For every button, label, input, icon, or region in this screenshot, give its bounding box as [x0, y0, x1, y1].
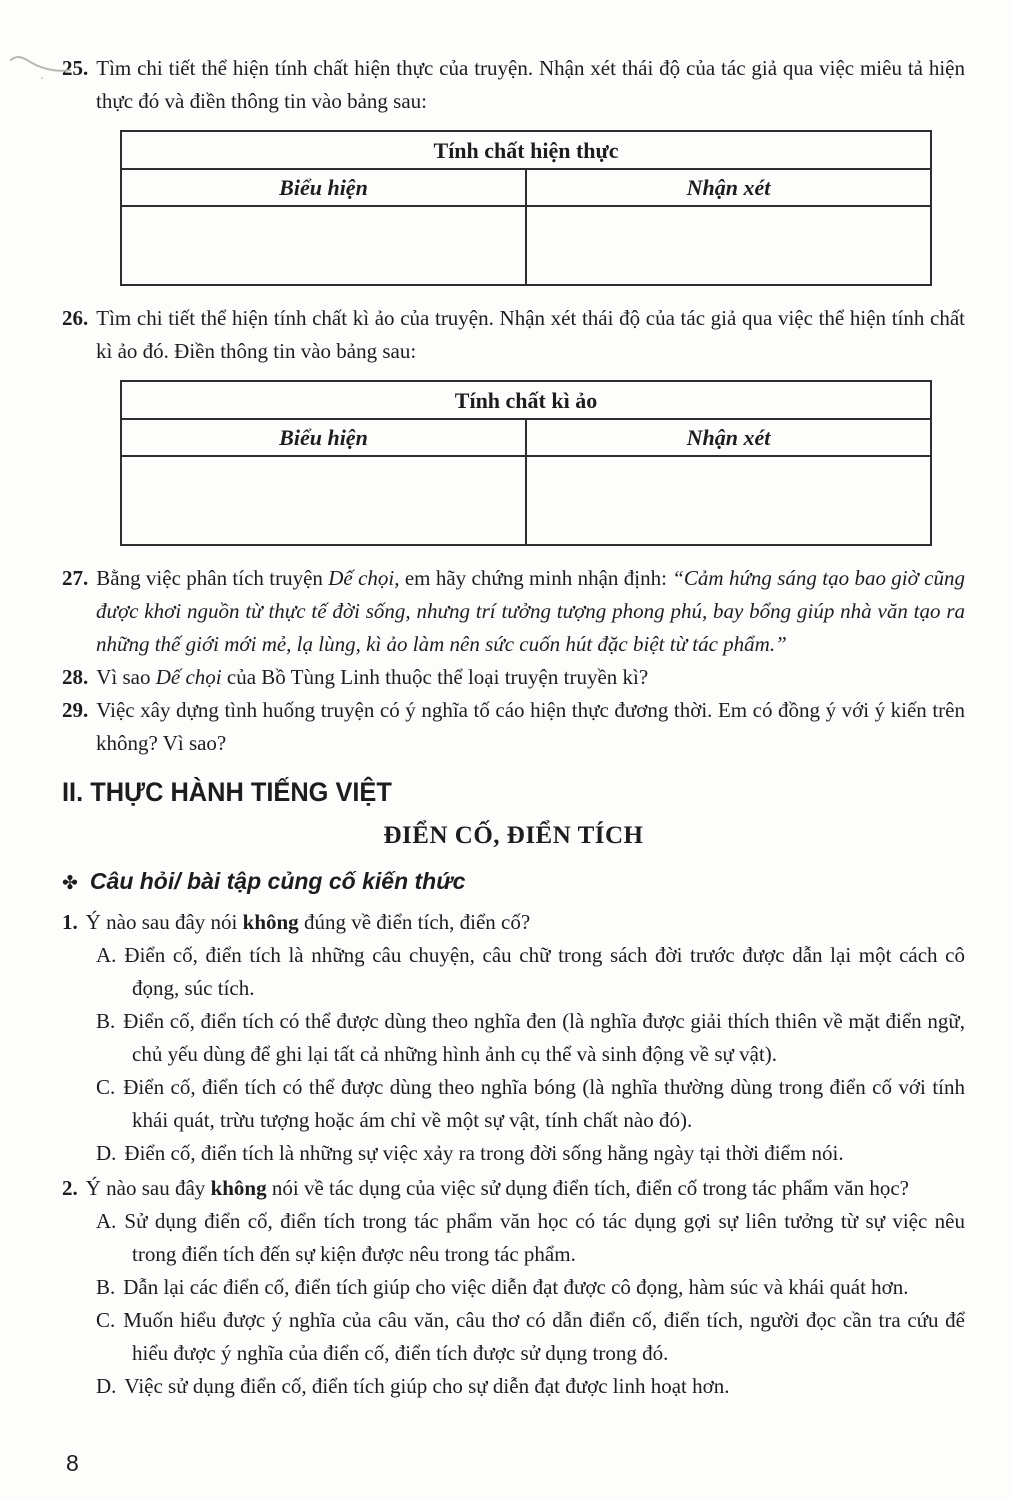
empty-fill-cell — [121, 206, 526, 285]
text-run: “Cảm hứng sáng tạo bao giờ cũng được khơi nguồn từ thực tế đời sống, nhưng trí tưởng tượng phong phú, bay bổng giúp nhà văn tạo ra những thế giới mới mẻ, lạ lùng, kì ảo làm nên sức cuốn hút đặc biệt từ tác phẩm.” — [96, 566, 965, 656]
column-header-nhan-xet: Nhận xét — [526, 419, 931, 456]
text-run: Dế chọi — [155, 665, 222, 689]
question-26 — [62, 302, 965, 368]
question-2-option-c — [96, 1304, 965, 1370]
question-2-option-b — [96, 1271, 965, 1304]
option-text — [123, 1075, 965, 1132]
question-2-text — [86, 1176, 909, 1200]
text-run: không — [210, 1176, 267, 1200]
question-27-text — [96, 566, 965, 656]
text-run: Sử dụng điển cố, điển tích trong tác phẩm văn học có tác dụng gợi sự liên tưởng từ sự việc nêu trong điển tích đến sự kiện được nêu trong tác phẩm. — [124, 1209, 965, 1266]
option-text — [123, 1009, 965, 1066]
subsection-heading — [62, 866, 965, 898]
option-label: C. — [96, 1075, 116, 1099]
question-29-text — [96, 698, 965, 755]
question-25-number: 25. — [62, 56, 89, 80]
column-header-nhan-xet: Nhận xét — [526, 169, 931, 206]
option-label: A. — [96, 943, 117, 967]
question-28-text — [96, 665, 648, 689]
option-label: B. — [96, 1275, 116, 1299]
text-run: nói về tác dụng của việc sử dụng điển tích, điển cố trong tác phẩm văn học? — [266, 1176, 909, 1200]
question-25-text — [96, 56, 965, 113]
text-run: đúng về điển tích, điển cố? — [298, 910, 531, 934]
option-label: C. — [96, 1308, 116, 1332]
option-label: A. — [96, 1209, 117, 1233]
question-29-number: 29. — [62, 698, 89, 722]
question-1-number: 1. — [62, 910, 78, 934]
text-run: Ý nào sau đây — [85, 1176, 211, 1200]
text-run: Điển cố, điển tích là những sự việc xảy ra trong đời sống hằng ngày tại thời điểm nói. — [124, 1141, 844, 1165]
column-header-bieu-hien: Biểu hiện — [121, 419, 526, 456]
question-2 — [62, 1172, 965, 1205]
empty-fill-cell — [526, 206, 931, 285]
subsection-title: Câu hỏi/ bài tập củng cố kiến thức — [89, 868, 466, 894]
text-run: Tìm chi tiết thể hiện tính chất hiện thực của truyện. Nhận xét thái độ của tác giả qua việc miêu tả hiện thực đó và điền thông tin vào bảng sau: — [96, 56, 965, 113]
question-2-option-d — [96, 1370, 965, 1403]
option-text — [124, 1209, 965, 1266]
text-run: không — [242, 910, 299, 934]
scan-squiggle-mark — [8, 48, 78, 84]
text-run: , em hãy chứng minh nhận định: — [394, 566, 673, 590]
table-title-ki-ao: Tính chất kì ảo — [121, 381, 931, 419]
option-label: B. — [96, 1009, 116, 1033]
empty-fill-cell — [121, 456, 526, 545]
column-header-bieu-hien: Biểu hiện — [121, 169, 526, 206]
text-run: Việc xây dựng tình huống truyện có ý nghĩa tố cáo hiện thực đương thời. Em có đồng ý với ý kiến trên không? Vì sao? — [96, 698, 965, 755]
question-29 — [62, 694, 965, 760]
table-tinh-chat-ki-ao — [120, 380, 932, 546]
text-run: Bằng việc phân tích truyện — [96, 566, 329, 590]
page-number: 8 — [66, 1450, 79, 1476]
topic-title-dien-co-dien-tich: ĐIỂN CỐ, ĐIỂN TÍCH — [383, 822, 644, 849]
text-run: Điển cố, điển tích có thể được dùng theo nghĩa đen (là nghĩa được giải thích thiên về mặt điển ngữ, chủ yếu dùng để ghi lại tất cả những hình ảnh cụ thể và sinh động về sự vật). — [123, 1009, 965, 1066]
text-run: Điển cố, điển tích có thể được dùng theo nghĩa bóng (là nghĩa thường dùng trong điển cố với tính khái quát, trừu tượng hoặc ám chỉ về một sự vật, tính chất nào đó). — [123, 1075, 965, 1132]
option-text — [124, 943, 965, 1000]
table-title-hien-thuc: Tính chất hiện thực — [121, 131, 931, 169]
option-text — [124, 1374, 729, 1398]
text-run: Điển cố, điển tích là những câu chuyện, câu chữ trong sách đời trước được dẫn lại một cách cô đọng, súc tích. — [124, 943, 965, 1000]
text-run: Dế chọi — [328, 566, 395, 590]
question-28 — [62, 661, 965, 694]
question-1 — [62, 906, 965, 939]
four-petal-bullet-icon: ✤ — [62, 872, 78, 894]
text-run: Việc sử dụng điển cố, điển tích giúp cho sự diễn đạt được linh hoạt hơn. — [124, 1374, 730, 1398]
text-run: Muốn hiểu được ý nghĩa của câu văn, câu thơ có dẫn điển cố, điển tích, người đọc cần tra cứu để hiểu được ý nghĩa của điển cố, điển tích được sử dụng trong đó. — [123, 1308, 965, 1365]
section-heading-thuc-hanh-tieng-viet: II. THỰC HÀNH TIẾNG VIỆT — [62, 777, 392, 807]
option-text — [123, 1275, 908, 1299]
question-1-option-d — [96, 1137, 965, 1170]
question-27 — [62, 562, 965, 661]
question-1-text — [86, 910, 530, 934]
option-text — [124, 1141, 843, 1165]
text-run: Tìm chi tiết thể hiện tính chất kì ảo của truyện. Nhận xét thái độ của tác giả qua việc thể hiện tính chất kì ảo đó. Điền thông tin vào bảng sau: — [96, 306, 965, 363]
empty-fill-cell — [526, 456, 931, 545]
option-label: D. — [96, 1141, 117, 1165]
question-26-text — [96, 306, 965, 363]
question-2-number: 2. — [62, 1176, 78, 1200]
table-tinh-chat-hien-thuc — [120, 130, 932, 286]
question-1-option-b — [96, 1005, 965, 1071]
option-label: D. — [96, 1374, 117, 1398]
text-run: Ý nào sau đây nói — [85, 910, 243, 934]
text-run: của Bồ Tùng Linh thuộc thể loại truyện truyền kì? — [221, 665, 649, 689]
question-28-number: 28. — [62, 665, 89, 689]
option-text — [123, 1308, 965, 1365]
question-1-option-c — [96, 1071, 965, 1137]
question-26-number: 26. — [62, 306, 89, 330]
question-25 — [62, 52, 965, 118]
question-1-option-a — [96, 939, 965, 1005]
question-2-option-a — [96, 1205, 965, 1271]
text-run: Dẫn lại các điển cố, điển tích giúp cho việc diễn đạt được cô đọng, hàm súc và khái quát hơn. — [123, 1275, 909, 1299]
text-run: Vì sao — [96, 665, 156, 689]
question-27-number: 27. — [62, 566, 89, 590]
